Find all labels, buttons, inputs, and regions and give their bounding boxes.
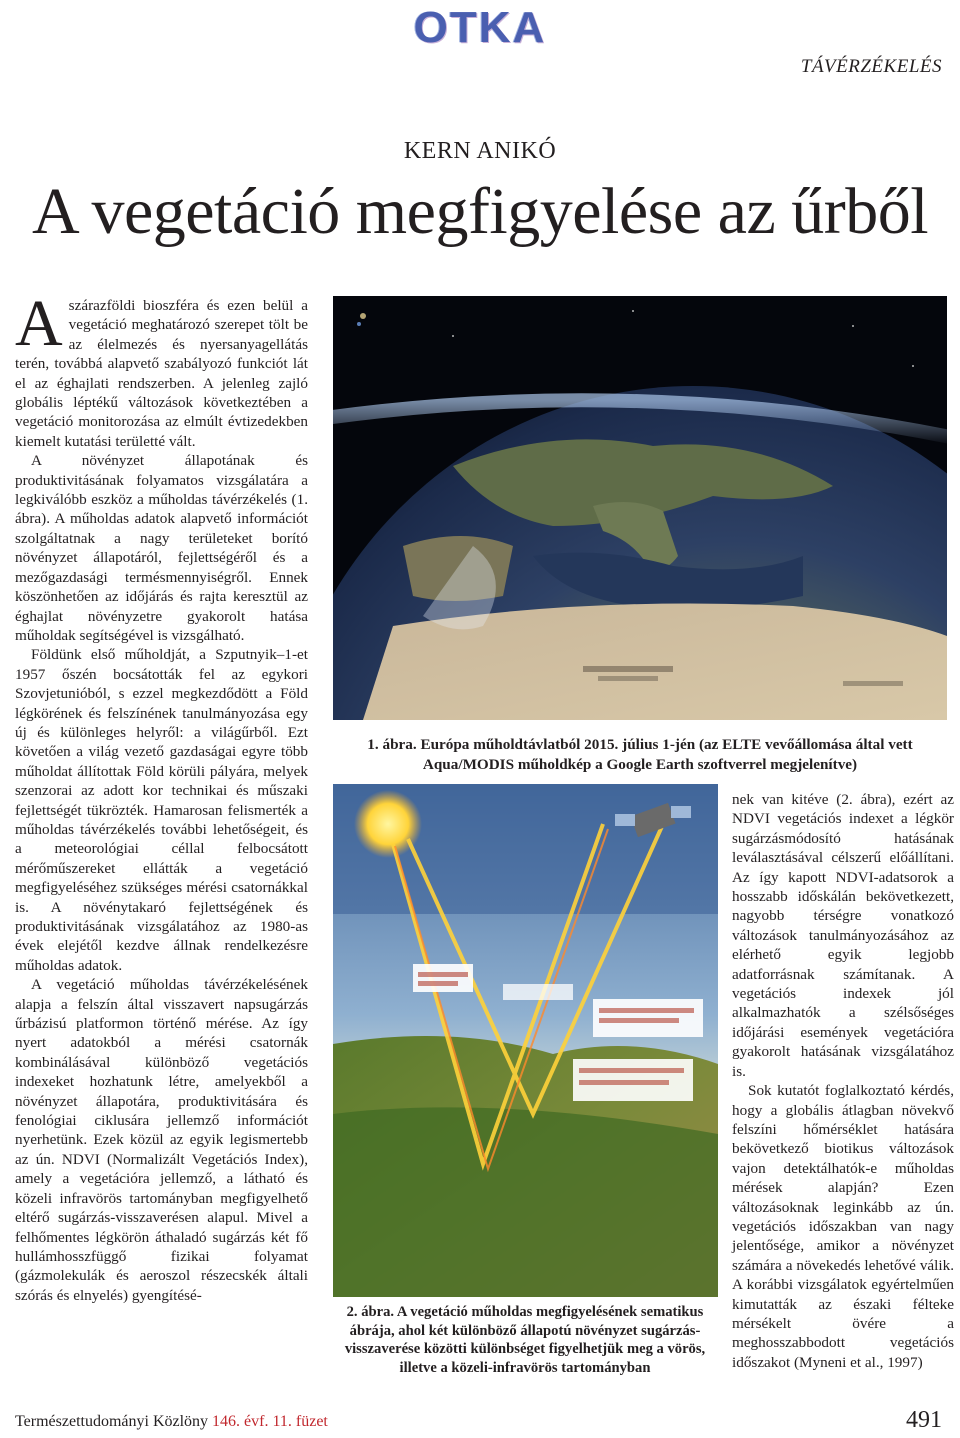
figure-1-earth-image [333,296,947,720]
text-column-left [15,287,308,1305]
journal-name: Természettudományi Közlöny [15,1413,209,1430]
figure-2-caption: 2. ábra. A vegetáció műholdas megfigyelésének sematikus ábrája, ahol két különböző állapotú növényzet sugárzás-visszaverése közötti különbséget figyelhetjük meg a vörös, illetve a közeli-infravörös tartományban [344,1304,706,1376]
paragraph-5: nek van kitéve (2. ábra), ezért az NDVI vegetációs indexet a légkör sugárzásmódosító hatásának leválasztásával célszerű előállítani. Az így kapott NDVI-adatsorok a hosszabb időskálán bekövetkezett, nagyobb térségre vonatkozó változások tanulmányozásához az elérhető egyik legjobb adatforrásnak számítanak. A vegetációs indexek jól alkalmazhatók a szélsőséges időjárási események vegetációra gyakorolt hatásának vizsgálatához is. [732,791,954,1080]
paragraph-1: Aszárazföldi bioszféra és ezen belül a vegetáció meghatározó szerepet tölt be az élelmezés és nyersanyagellátás terén, továbbá alapvető szabályozó funkciót lát el az éghajlati rendszerben. A jelenleg zajló globális léptékű változások következtében a vegetáció monitorozása az elmúlt évtizedekben kiemelt kutatási területté vált. [15,287,308,450]
author-name: KERN ANIKÓ [403,138,557,164]
otka-logo [400,3,560,52]
drop-cap: A [15,287,63,360]
logo-text: OTKA [413,3,547,52]
figure-2-schematic-image [333,784,718,1297]
page-number: 491 [906,1407,942,1433]
figure-1-caption: 1. ábra. Európa műholdtávlatból 2015. július 1-jén (az ELTE vevőállomása által vett Aqua/MODIS műholdkép a Google Earth szoftverrel megjelenítve) [367,736,913,773]
article-title: A vegetáció megfigyelése az űrből [31,175,929,248]
paragraph-3: Földünk első műholdját, a Szputnyik–1-et 1957 őszén bocsátották fel az egykori Szovjetunióból, s ezzel megkezdődött a Föld légkörének és felszínének tanulmányozása egy új és különleges helyről: a világűrből. Ezt követően a világ vezető gazdaságai egyre több műholdat állítottak Föld körüli pályára, melyek szenzorai az adott kor technikai és műszaki fejlettségét tükrözték. Hamarosan felismerték a műholdas távérzékelés további lehetőségeit, és a meteorológiai céllal felbocsátott mérőműszereket ellátták a vegetáció megfigyeléséhez szükséges mérési csatornákkal is. A növénytakaró fejlettségének és produktivitásának vizsgálatához az 1980-as évek elejétől kezdve állnak rendelkezésre műholdas adatok. [15,646,308,974]
paragraph-2: A növényzet állapotának és produktivitásának folyamatos vizsgálatára a legkiválóbb eszköz a műholdas távérzékelés (1. ábra). A műholdas adatok alapvető információt szolgáltatnak a nagy területeket borító növényzet állapotáról, fejlettségéről és a mezőgazdasági termésmennyiségről. Ennek köszönhetően az időjárás és rajta keresztül az éghajlat növényzetre gyakorolt hatása műholdak segítségével is vizsgálható. [15,452,308,644]
text-column-right [732,790,954,1372]
vegetation-reflectance-diagram [333,784,718,1297]
journal-footer [15,1413,328,1431]
section-label: TÁVÉRZÉKELÉS [800,56,942,77]
journal-volume: 146. évf. 11. füzet [212,1413,328,1430]
paragraph-4: A vegetáció műholdas távérzékelésének alapja a felszín által visszavert napsugárzás űrbázisú platformon történő mérése. Az így nyert adatokból a mérési csatornák kombinálásával különböző vegetációs indexeket hozhatunk létre, amelyekből a növényzet állapotára, produktivitására és fenológiai ciklusára jellemző információt nyerhetünk. Ezek közül az egyik legismertebb az ún. NDVI (Normalizált Vegetációs Index), amely a vegetációra jellemző, a látható és közeli infravörös tartományban megfigyelhető eltérő sugárzás-visszaverésen alapul. Mivel a felhőmentes légkörön áthaladó sugárzás két fő hullámhosszfüggő fizikai folyamat (gázmolekulák és aeroszol részecskék általi szórás és elnyelés) gyengítésé- [15,976,308,1304]
earth-satellite-image [333,296,947,720]
paragraph-6: Sok kutatót foglalkoztató kérdés, hogy a globális átlagban növekvő felszíni hőmérséklet hatására bekövetkező biotikus változások vajon detektálhatók-e műholdas mérések alapján? Ezen változásoknak leginkább az ún. vegetációs időszakban van nagy jelentősége, amikor a növényzet számára a növekedés lehetővé válik. A korábbi vizsgálatok egyértelműen kimutatták az északi félteke mérsékelt övére a meghosszabbodott vegetációs időszakot (Myneni et al., 1997) [732,1082,954,1371]
